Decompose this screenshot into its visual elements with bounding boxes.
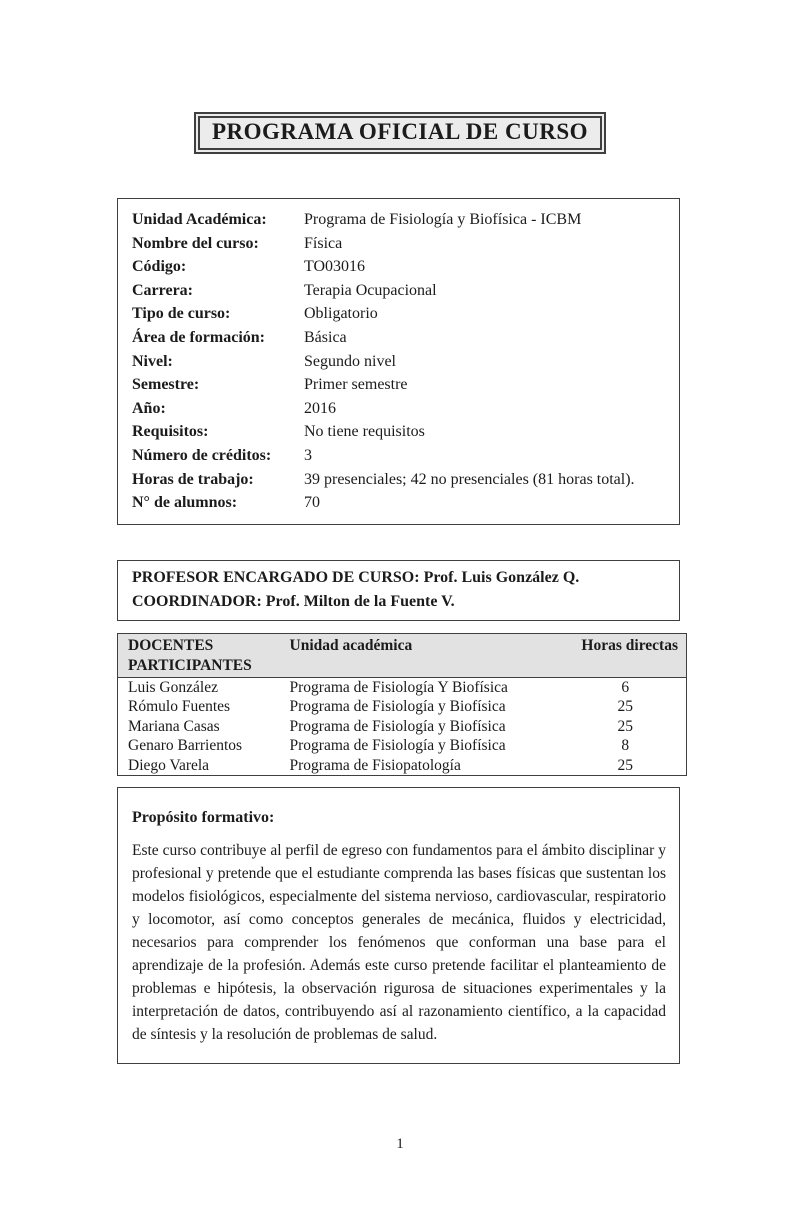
docente-horas: 6 [621, 679, 630, 696]
title-container [0, 112, 800, 154]
info-value: TO03016 [304, 258, 366, 276]
page-number: 1 [396, 1136, 404, 1152]
info-value: Terapia Ocupacional [304, 281, 437, 299]
info-label: Nivel: [132, 352, 173, 370]
info-label: Carrera: [132, 281, 193, 299]
staff-box [117, 560, 680, 621]
docente-nombre: Diego Varela [128, 756, 210, 774]
info-value: 39 presenciales; 42 no presenciales (81 horas total). [304, 470, 635, 488]
table-row [118, 717, 687, 736]
docente-horas: 25 [617, 756, 633, 774]
info-value: Física [304, 234, 343, 252]
table-row [118, 697, 687, 716]
info-value: 2016 [304, 399, 336, 417]
info-label: Número de créditos: [132, 446, 272, 464]
info-value: No tiene requisitos [304, 423, 425, 441]
info-row-area-formacion [132, 326, 669, 350]
table-row [118, 756, 687, 776]
docente-horas: 25 [617, 698, 633, 716]
info-label: Unidad Académica: [132, 211, 267, 228]
docente-unidad: Programa de Fisiología Y Biofísica [289, 679, 508, 696]
info-row-carrera [132, 279, 669, 303]
table-row [118, 736, 687, 755]
docente-unidad: Programa de Fisiología y Biofísica [289, 698, 506, 716]
docente-nombre: Mariana Casas [128, 717, 220, 735]
docente-nombre: Genaro Barrientos [128, 737, 243, 755]
profesor-encargado-line: PROFESOR ENCARGADO DE CURSO: Prof. Luis González Q. [132, 569, 580, 586]
info-label: Área de formación: [132, 328, 265, 346]
info-label: Horas de trabajo: [132, 470, 254, 488]
info-row-num-alumnos [132, 491, 669, 515]
info-row-semestre [132, 373, 669, 397]
info-row-horas-trabajo [132, 468, 669, 492]
header-docentes-participantes: DOCENTES PARTICIPANTES [118, 634, 280, 678]
docente-unidad: Programa de Fisiología y Biofísica [289, 717, 506, 735]
info-label: Semestre: [132, 376, 200, 394]
info-value: Programa de Fisiología y Biofísica - ICBM [304, 211, 582, 228]
info-label: N° de alumnos: [132, 494, 238, 512]
docente-horas: 8 [621, 737, 630, 755]
info-row-tipo-curso [132, 302, 669, 326]
docente-unidad: Programa de Fisiología y Biofísica [289, 737, 506, 755]
header-horas-directas: Horas directas [569, 634, 687, 678]
proposito-body: Este curso contribuye al perfil de egreso con fundamentos para el ámbito disciplinar y profesional y pretende que el estudiante comprenda las bases físicas que sustentan los modelos fisiológicos, especialmente del sistema nervioso, cardiovascular, respiratorio y locomotor, así como conceptos generales de mecánica, fluidos y electricidad, necesarios para comprender los fenómenos que conforman una base para el aprendizaje de la profesión. Además este curso pretende facilitar el planteamiento de problemas e hipótesis, la observación rigurosa de situaciones experimentales y la interpretación de datos, contribuyendo así al razonamiento científico, a la capacidad de síntesis y la resolución de problemas de salud. [132, 842, 666, 1043]
info-value: 70 [304, 494, 320, 512]
info-label: Año: [132, 399, 166, 417]
docente-horas: 25 [617, 717, 633, 735]
page-title: PROGRAMA OFICIAL DE CURSO [198, 116, 602, 150]
info-value: Segundo nivel [304, 352, 396, 370]
docente-unidad: Programa de Fisiopatología [289, 756, 461, 774]
docente-nombre: Rómulo Fuentes [128, 698, 231, 716]
info-value: 3 [304, 446, 312, 464]
course-info-box [117, 198, 680, 525]
info-row-unidad-academica [132, 208, 669, 232]
coordinador-line: COORDINADOR: Prof. Milton de la Fuente V. [132, 593, 455, 610]
info-label: Código: [132, 258, 187, 276]
info-row-requisitos [132, 420, 669, 444]
info-row-ano [132, 397, 669, 421]
info-row-nivel [132, 350, 669, 374]
info-row-nombre-curso [132, 232, 669, 256]
info-value: Básica [304, 328, 347, 346]
table-row [118, 678, 687, 698]
title-outer-frame [194, 112, 606, 154]
docentes-table [117, 633, 687, 776]
docente-nombre: Luis González [128, 679, 218, 696]
info-value: Primer semestre [304, 376, 408, 394]
info-row-numero-creditos [132, 444, 669, 468]
info-label: Requisitos: [132, 423, 209, 441]
table-header-row [118, 634, 687, 678]
info-row-codigo [132, 255, 669, 279]
proposito-heading: Propósito formativo: [132, 809, 275, 826]
proposito-formativo-box [117, 787, 680, 1064]
info-value: Obligatorio [304, 305, 378, 323]
header-unidad-academica: Unidad académica [280, 634, 569, 678]
info-label: Nombre del curso: [132, 234, 259, 252]
info-label: Tipo de curso: [132, 305, 231, 323]
